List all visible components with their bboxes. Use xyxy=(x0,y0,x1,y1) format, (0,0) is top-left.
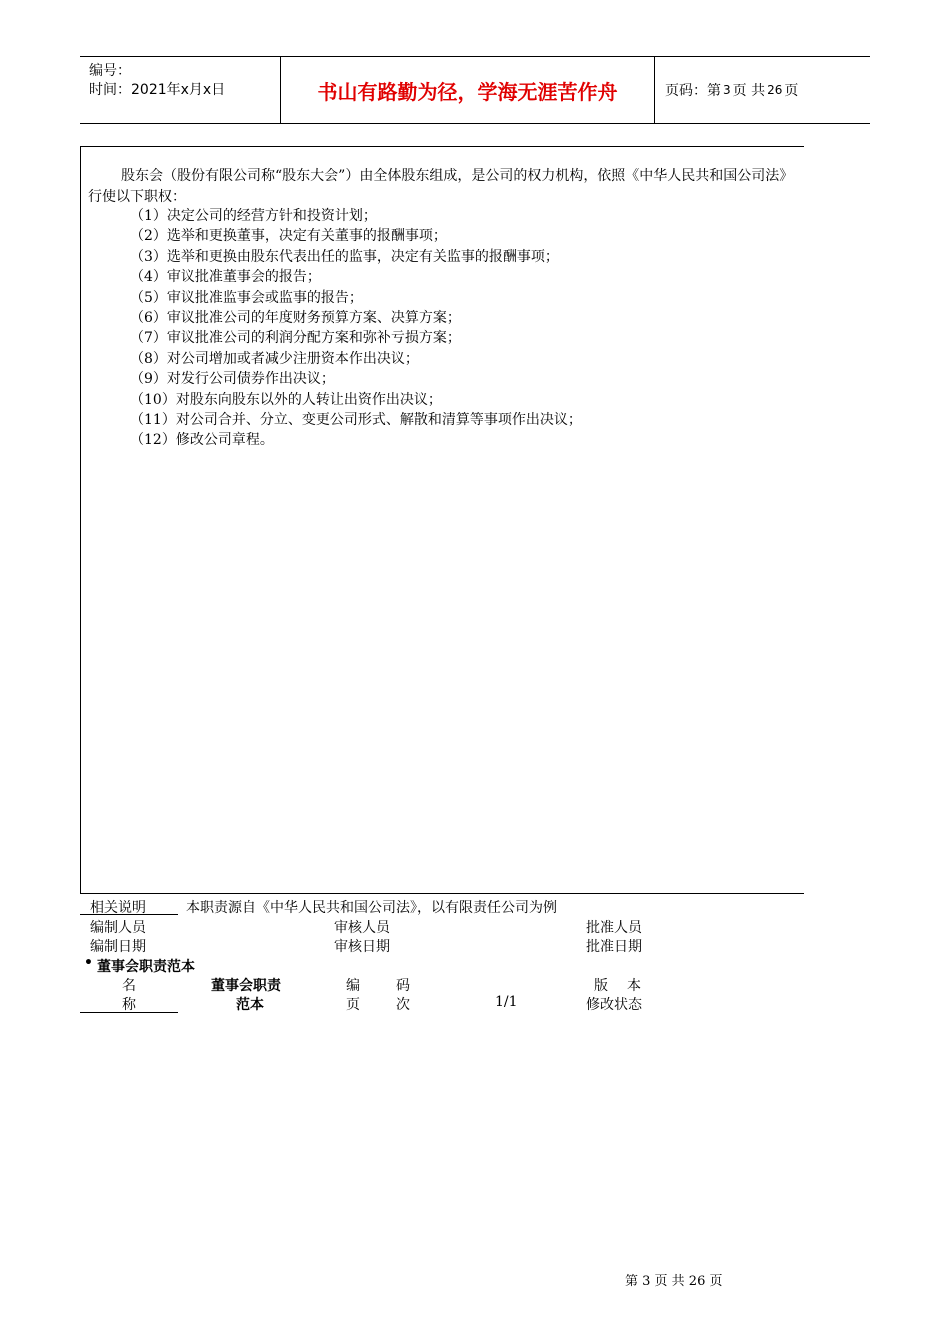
list-item: （11）对公司合并、分立、变更公司形式、解散和清算等事项作出决议； xyxy=(130,412,582,429)
reviewer-label: 审核人员 xyxy=(334,920,390,936)
author-date-label: 编制日期 xyxy=(90,939,146,955)
page-mid: 页 共 xyxy=(732,83,766,99)
name-value-bottom: 范本 xyxy=(236,997,264,1013)
version-label-a: 版 xyxy=(594,978,608,994)
page-label-a: 页 xyxy=(346,997,360,1013)
approver-date-label: 批准日期 xyxy=(586,939,642,955)
author-label: 编制人员 xyxy=(90,920,146,936)
related-underline xyxy=(80,914,178,915)
reviewer-date-label: 审核日期 xyxy=(334,939,390,955)
name-value-top: 董事会职责 xyxy=(211,978,281,994)
status-label: 修改状态 xyxy=(586,997,642,1013)
list-item: （10）对股东向股东以外的人转让出资作出决议； xyxy=(130,391,442,408)
page-total: 26 xyxy=(767,83,783,97)
header-info-cell xyxy=(80,57,281,123)
list-item: （8）对公司增加或者减少注册资本作出决议； xyxy=(130,350,419,367)
list-item: （1）决定公司的经营方针和投资计划； xyxy=(130,208,377,224)
name-label-top: 名 xyxy=(122,978,136,994)
name-label-bottom: 称 xyxy=(122,997,136,1013)
page-prefix: 页码：第 xyxy=(665,83,721,99)
intro-text: 股东会（股份有限公司称“股东大会”）由全体股东组成，是公司的权力机构，依照《中华人民共和国公司法》行使以下职权： xyxy=(88,168,794,205)
page-current: 3 xyxy=(723,83,731,97)
list-item: （5）审议批准监事会或监事的报告； xyxy=(130,289,363,306)
section-title: 董事会职责范本 xyxy=(97,959,195,975)
header-page-number xyxy=(655,57,870,123)
document-code-label: 编号： xyxy=(89,63,131,79)
duties-list xyxy=(130,206,582,451)
document-header xyxy=(80,56,870,124)
list-item: （7）审议批准公司的利润分配方案和弥补亏损方案； xyxy=(130,330,461,347)
page-value: 1/1 xyxy=(495,994,518,1010)
list-item: （12）修改公司章程。 xyxy=(130,432,274,449)
name-underline xyxy=(80,1012,178,1013)
list-item: （9）对发行公司债券作出决议； xyxy=(130,371,335,388)
document-time-label: 时间：2021年x月x日 xyxy=(89,82,226,98)
list-item: （4）审议批准董事会的报告； xyxy=(130,269,321,286)
header-slogan: 书山有路勤为径，学海无涯苦作舟 xyxy=(281,57,655,123)
version-label-b: 本 xyxy=(627,978,641,994)
list-item: （6）审议批准公司的年度财务预算方案、决算方案； xyxy=(130,310,461,327)
code-label-b: 码 xyxy=(396,978,410,994)
approver-label: 批准人员 xyxy=(586,920,642,936)
list-item: （3）选举和更换由股东代表出任的监事，决定有关监事的报酬事项； xyxy=(130,248,559,265)
section-bullet: • xyxy=(84,955,93,971)
list-item: （2）选举和更换董事，决定有关董事的报酬事项； xyxy=(130,228,447,245)
intro-paragraph xyxy=(88,166,800,208)
page-suffix: 页 xyxy=(784,83,799,99)
related-label: 相关说明 xyxy=(90,900,146,916)
page-label-b: 次 xyxy=(396,997,410,1013)
page-footer: 第 3 页 共 26 页 xyxy=(625,1274,723,1289)
code-label-a: 编 xyxy=(346,978,360,994)
related-text: 本职责源自《中华人民共和国公司法》，以有限责任公司为例 xyxy=(186,900,557,916)
